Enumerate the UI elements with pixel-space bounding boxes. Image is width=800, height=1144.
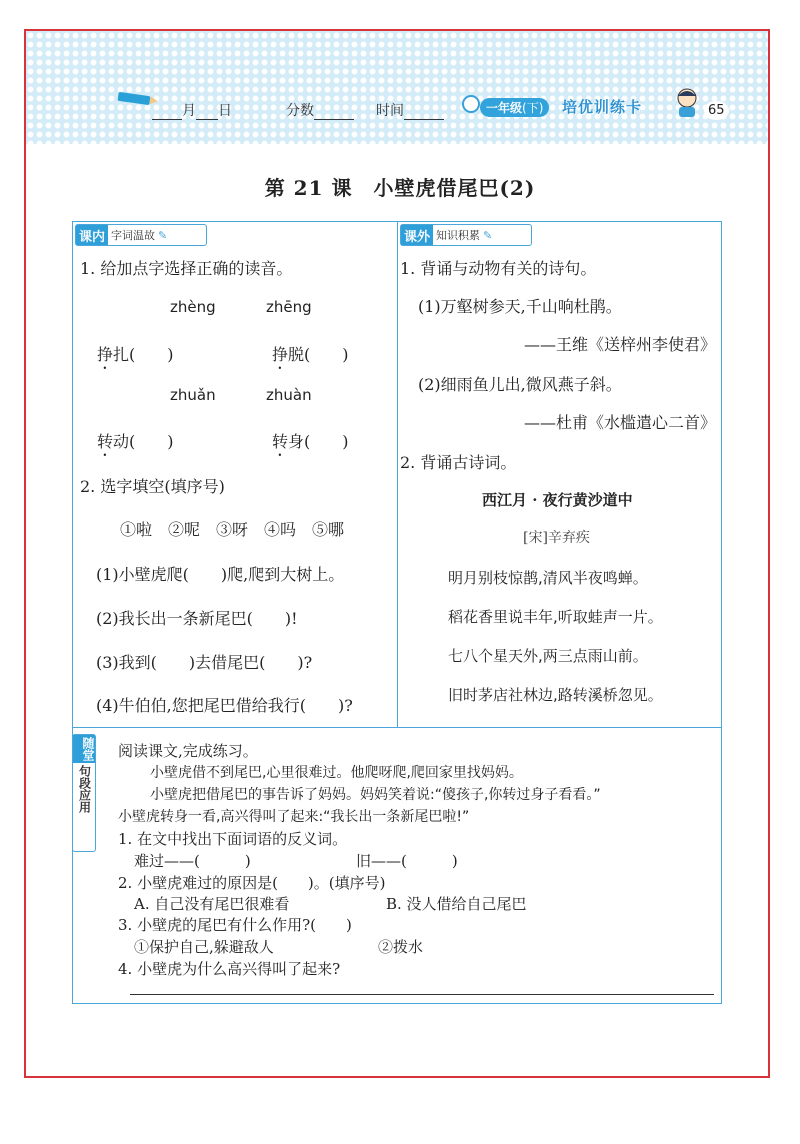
reading-intro: 阅读课文,完成练习。: [118, 742, 258, 760]
word-1: 挣扎( ): [97, 345, 174, 364]
pinyin-1: zhèng: [170, 298, 216, 316]
right-q1: 1. 背诵与动物有关的诗句。: [400, 259, 597, 278]
clock-icon: [462, 95, 480, 113]
poem-line-1: (1)万壑树参天,千山响杜鹃。: [418, 297, 622, 316]
right-section-tab: 课外 知识积累 ✎: [400, 224, 532, 246]
q3-option-1: ①保护自己,躲避敌人: [134, 938, 274, 956]
poem-verse-3: 七八个星天外,两三点雨山前。: [448, 647, 648, 665]
word-4: 转身( ): [272, 432, 349, 451]
bottom-q1: 1. 在文中找出下面词语的反义词。: [118, 830, 348, 848]
word-2: 挣脱( ): [272, 345, 349, 364]
bottom-q2: 2. 小壁虎难过的原因是( )。(填序号): [118, 874, 386, 892]
poem-verse-4: 旧时茅店社林边,路转溪桥忽见。: [448, 686, 663, 704]
mascot-icon: [670, 86, 704, 120]
poem-verse-1: 明月别枝惊鹊,清风半夜鸣蝉。: [448, 569, 648, 587]
poem-title: 西江月 · 夜行黄沙道中: [482, 491, 633, 509]
q2-option-a: A. 自己没有尾巴很难看: [134, 895, 290, 913]
sentence-1: (1)小壁虎爬( )爬,爬到大树上。: [96, 565, 345, 584]
pinyin-2: zhēng: [266, 298, 312, 316]
right-q2: 2. 背诵古诗词。: [400, 453, 517, 472]
date-field: 月 日: [152, 100, 232, 120]
poem-verse-2: 稻花香里说丰年,听取蛙声一片。: [448, 608, 663, 626]
answer-line[interactable]: [130, 994, 714, 995]
sentence-2: (2)我长出一条新尾巴( )!: [96, 609, 298, 628]
passage-line-1: 小壁虎借不到尾巴,心里很难过。他爬呀爬,爬回家里找妈妈。: [150, 765, 523, 781]
poem-author-2: ——杜甫《水槛遣心二首》: [524, 413, 717, 432]
bottom-q4: 4. 小壁虎为什么高兴得叫了起来?: [118, 960, 341, 978]
left-section-tab: 课内 字词温故 ✎: [75, 224, 207, 246]
poem-line-2: (2)细雨鱼儿出,微风燕子斜。: [418, 375, 622, 394]
bottom-q3: 3. 小壁虎的尾巴有什么作用?( ): [118, 916, 352, 934]
time-field: 时间: [376, 100, 444, 120]
options-row: ①啦 ②呢 ③呀 ④吗 ⑤哪: [120, 520, 345, 539]
grade-badge: 一年级(下): [480, 98, 549, 117]
q1-antonym-a: 难过——( ): [134, 852, 251, 870]
q3-option-2: ②拨水: [378, 938, 424, 956]
score-field: 分数: [286, 100, 354, 120]
sentence-3: (3)我到( )去借尾巴( )?: [96, 653, 313, 672]
left-q1: 1. 给加点字选择正确的读音。: [80, 259, 293, 278]
passage-line-3: 小壁虎转身一看,高兴得叫了起来:“我长出一条新尾巴啦!”: [118, 809, 470, 825]
bottom-section-tab: 随堂 句段应用: [72, 734, 96, 852]
brand-title: 培优训练卡: [562, 98, 643, 116]
lesson-title: 第 21 课 小壁虎借尾巴(2): [264, 176, 536, 200]
page-number: 65: [704, 101, 729, 120]
passage-line-2: 小壁虎把借尾巴的事告诉了妈妈。妈妈笑着说:“傻孩子,你转过身子看看。”: [150, 787, 601, 803]
left-q2: 2. 选字填空(填序号): [80, 477, 225, 496]
pinyin-3: zhuǎn: [170, 386, 216, 404]
book-icon: ✎: [483, 228, 493, 242]
pinyin-4: zhuàn: [266, 386, 312, 404]
q1-antonym-b: 旧——( ): [356, 852, 458, 870]
poem-author: [宋]辛弃疾: [523, 530, 590, 546]
q2-option-b: B. 没人借给自己尾巴: [386, 895, 527, 913]
book-icon: ✎: [158, 228, 168, 242]
sentence-4: (4)牛伯伯,您把尾巴借给我行( )?: [96, 696, 353, 715]
poem-author-1: ——王维《送梓州李使君》: [524, 335, 717, 354]
word-3: 转动( ): [97, 432, 174, 451]
